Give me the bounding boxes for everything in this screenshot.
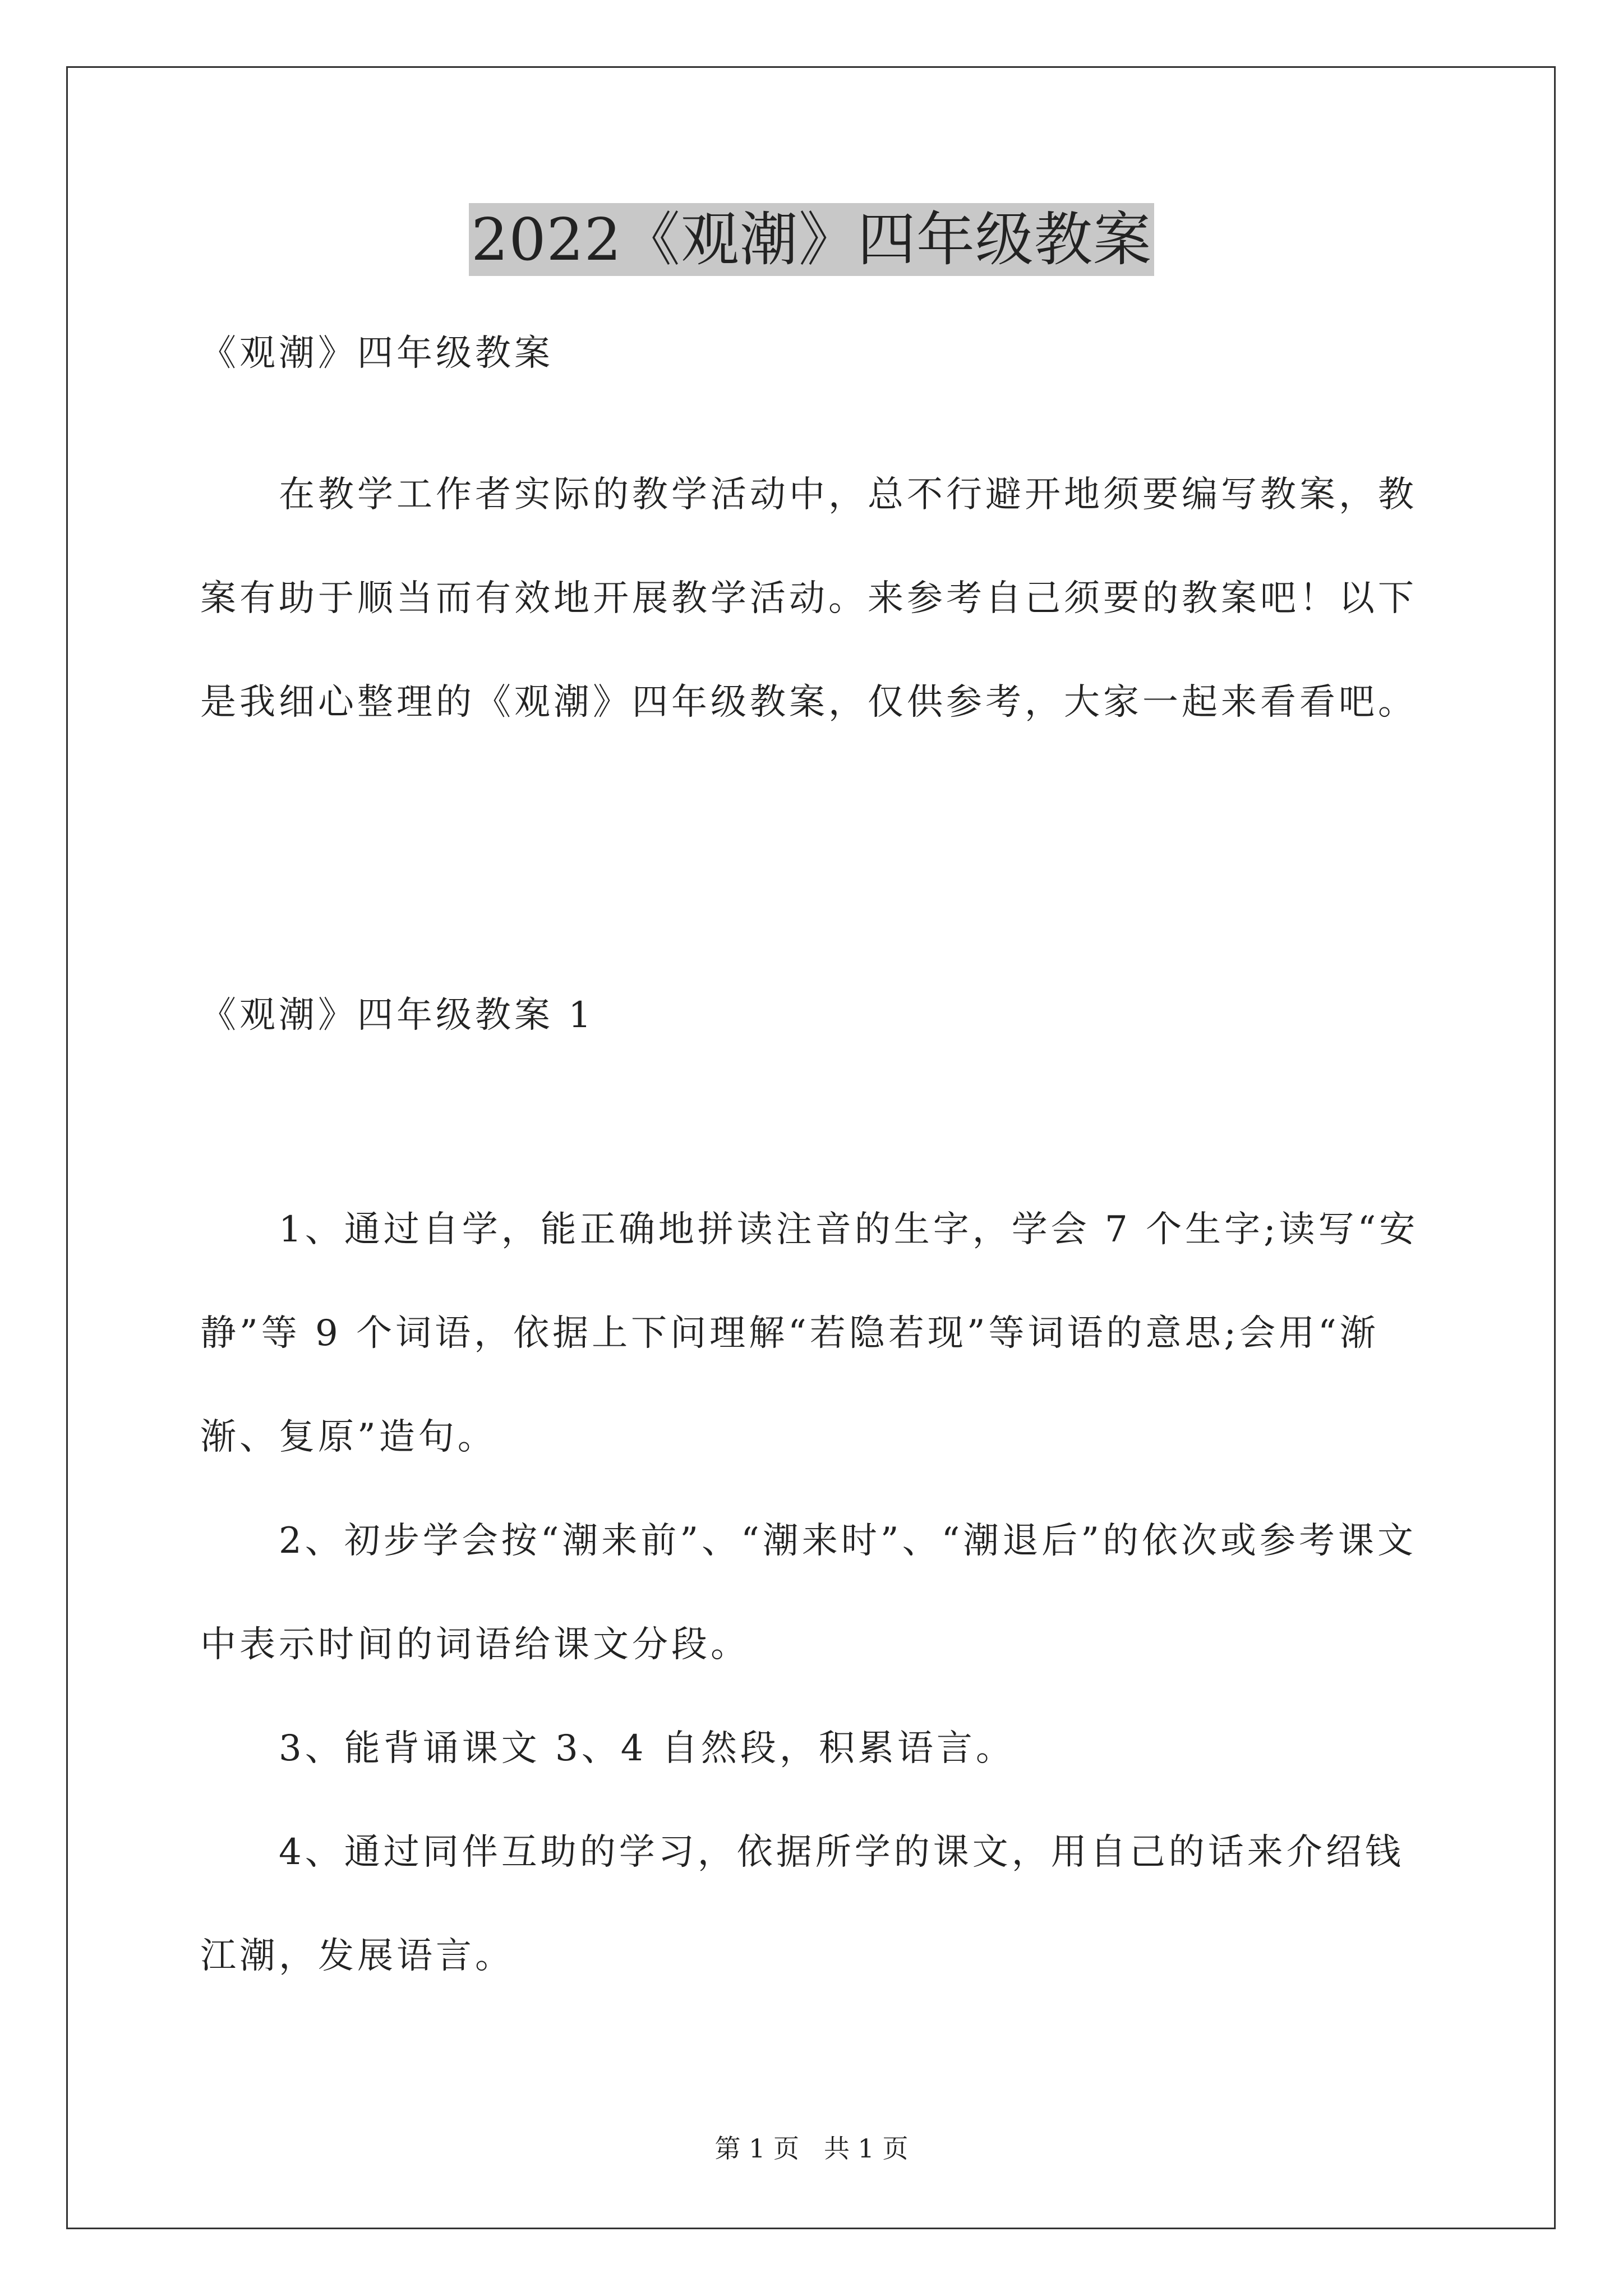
goals-list	[200, 1178, 1428, 2008]
page-footer	[0, 2132, 1623, 2165]
page-number-total: 共 1 页	[823, 2133, 909, 2164]
goal-item-3: 3、能背诵课文 3、4 自然段，积累语言。	[279, 1728, 1015, 1769]
page-number-current: 第 1 页	[714, 2133, 800, 2164]
document-subtitle: 《观潮》四年级教案	[200, 333, 554, 374]
intro-paragraph: 在教学工作者实际的教学活动中，总不行避开地须要编写教案，教案有助于顺当而有效地开展教学活动。来参考自己须要的教案吧！以下是我细心整理的《观潮》四年级教案，仅供参考，大家一起来看看吧。	[200, 474, 1417, 723]
goal-item-4: 4、通过同伴互助的学习，依据所学的课文，用自己的话来介绍钱江潮，发展语言。	[200, 1832, 1404, 1977]
section-heading: 《观潮》四年级教案 1	[200, 995, 595, 1036]
goal-item-2: 2、初步学会按“潮来前”、“潮来时”、“潮退后”的依次或参考课文中表示时间的词语给课文分段。	[200, 1520, 1417, 1665]
document-title: 2022《观潮》四年级教案	[469, 203, 1154, 276]
goal-item-1: 1、通过自学，能正确地拼读注音的生字，学会 7 个生字;读写“安静”等 9 个词语，依据上下问理解“若隐若现”等词语的意思;会用“渐渐、复原”造句。	[200, 1209, 1419, 1458]
title-container	[0, 203, 1623, 276]
